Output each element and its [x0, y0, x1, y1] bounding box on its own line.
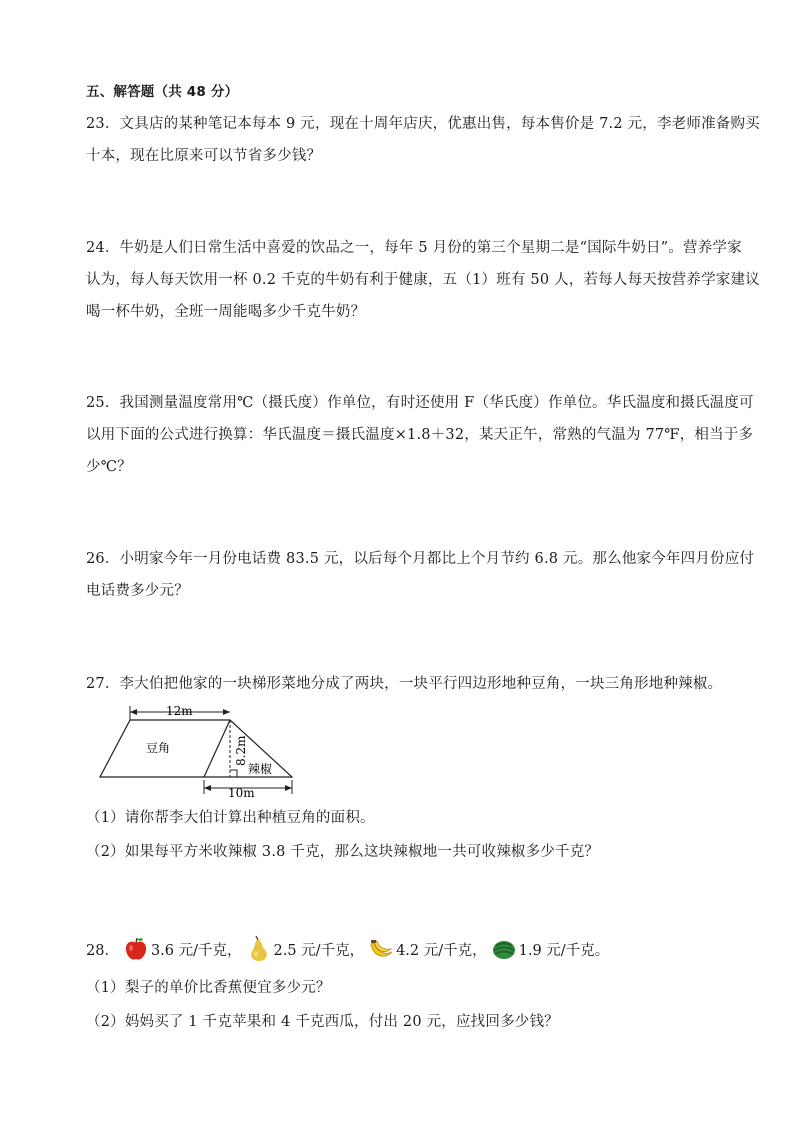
q27-sub-2: （2）如果每平方米收辣椒 3.8 千克，那么这块辣椒地一共可收辣椒多少千克？: [86, 844, 600, 860]
section-title: 五、解答题（共 48 分）: [86, 84, 239, 100]
q24-line-1: 24．牛奶是人们日常生活中喜爱的饮品之一，每年 5 月份的第三个星期二是“国际牛奶日”。营养学家: [86, 240, 742, 256]
watermelon-icon: [491, 936, 517, 962]
q25-line-2: 以用下面的公式进行换算：华氏温度＝摄氏温度×1.8＋32，某天正午，常熟的气温为 77℉，相当于多: [86, 427, 754, 443]
q24-line-2: 认为，每人每天饮用一杯 0.2 千克的牛奶有利于健康，五（1）班有 50 人，若每人每天按营养学家建议: [86, 272, 760, 288]
q25-line-1: 25．我国测量温度常用℃（摄氏度）作单位，有时还使用 F（华氏度）作单位。华氏温度和摄氏温度可: [86, 395, 754, 411]
q24-line-3: 喝一杯牛奶，全班一周能喝多少千克牛奶？: [86, 304, 366, 320]
pear-price: 2.5 元/千克，: [273, 942, 365, 959]
banana-icon: [368, 936, 394, 962]
q26-line-1: 26．小明家今年一月份电话费 83.5 元，以后每个月都比上个月节约 6.8 元。那么他家今年四月份应付: [86, 551, 755, 567]
figure-right-region-label: 辣椒: [248, 762, 273, 776]
pear-icon: [246, 936, 272, 962]
q23-line-1: 23．文具店的某种笔记本每本 9 元，现在十周年店庆，优惠出售，每本售价是 7.2 元，李老师准备购买: [86, 116, 760, 132]
trapezoid-figure: [96, 700, 306, 800]
q26-line-2: 电话费多少元？: [86, 583, 189, 599]
q28-sub-1: （1）梨子的单价比香蕉便宜多少元？: [86, 980, 331, 996]
watermelon-price: 1.9 元/千克。: [518, 942, 610, 959]
banana-price: 4.2 元/千克，: [396, 942, 487, 959]
figure-bottom-label: 10m: [228, 786, 255, 800]
figure-height-label: 8.2m: [234, 735, 248, 766]
q23-line-2: 十本，现在比原来可以节省多少钱？: [86, 148, 322, 164]
q28-prefix: 28．: [86, 942, 119, 959]
q28-price-row: [86, 936, 613, 962]
q27-line-1: 27．李大伯把他家的一块梯形菜地分成了两块，一块平行四边形地种豆角，一块三角形地种辣椒。: [86, 676, 723, 692]
figure-top-label: 12m: [166, 704, 193, 718]
q27-sub-1: （1）请你帮李大伯计算出种植豆角的面积。: [86, 810, 375, 826]
apple-icon: [123, 936, 149, 962]
figure-left-region-label: 豆角: [146, 741, 171, 755]
q25-line-3: 少℃？: [86, 459, 132, 475]
q28-sub-2: （2）妈妈买了 1 千克苹果和 4 千克西瓜，付出 20 元，应找回多少钱？: [86, 1014, 559, 1030]
apple-price: 3.6 元/千克，: [150, 942, 242, 959]
